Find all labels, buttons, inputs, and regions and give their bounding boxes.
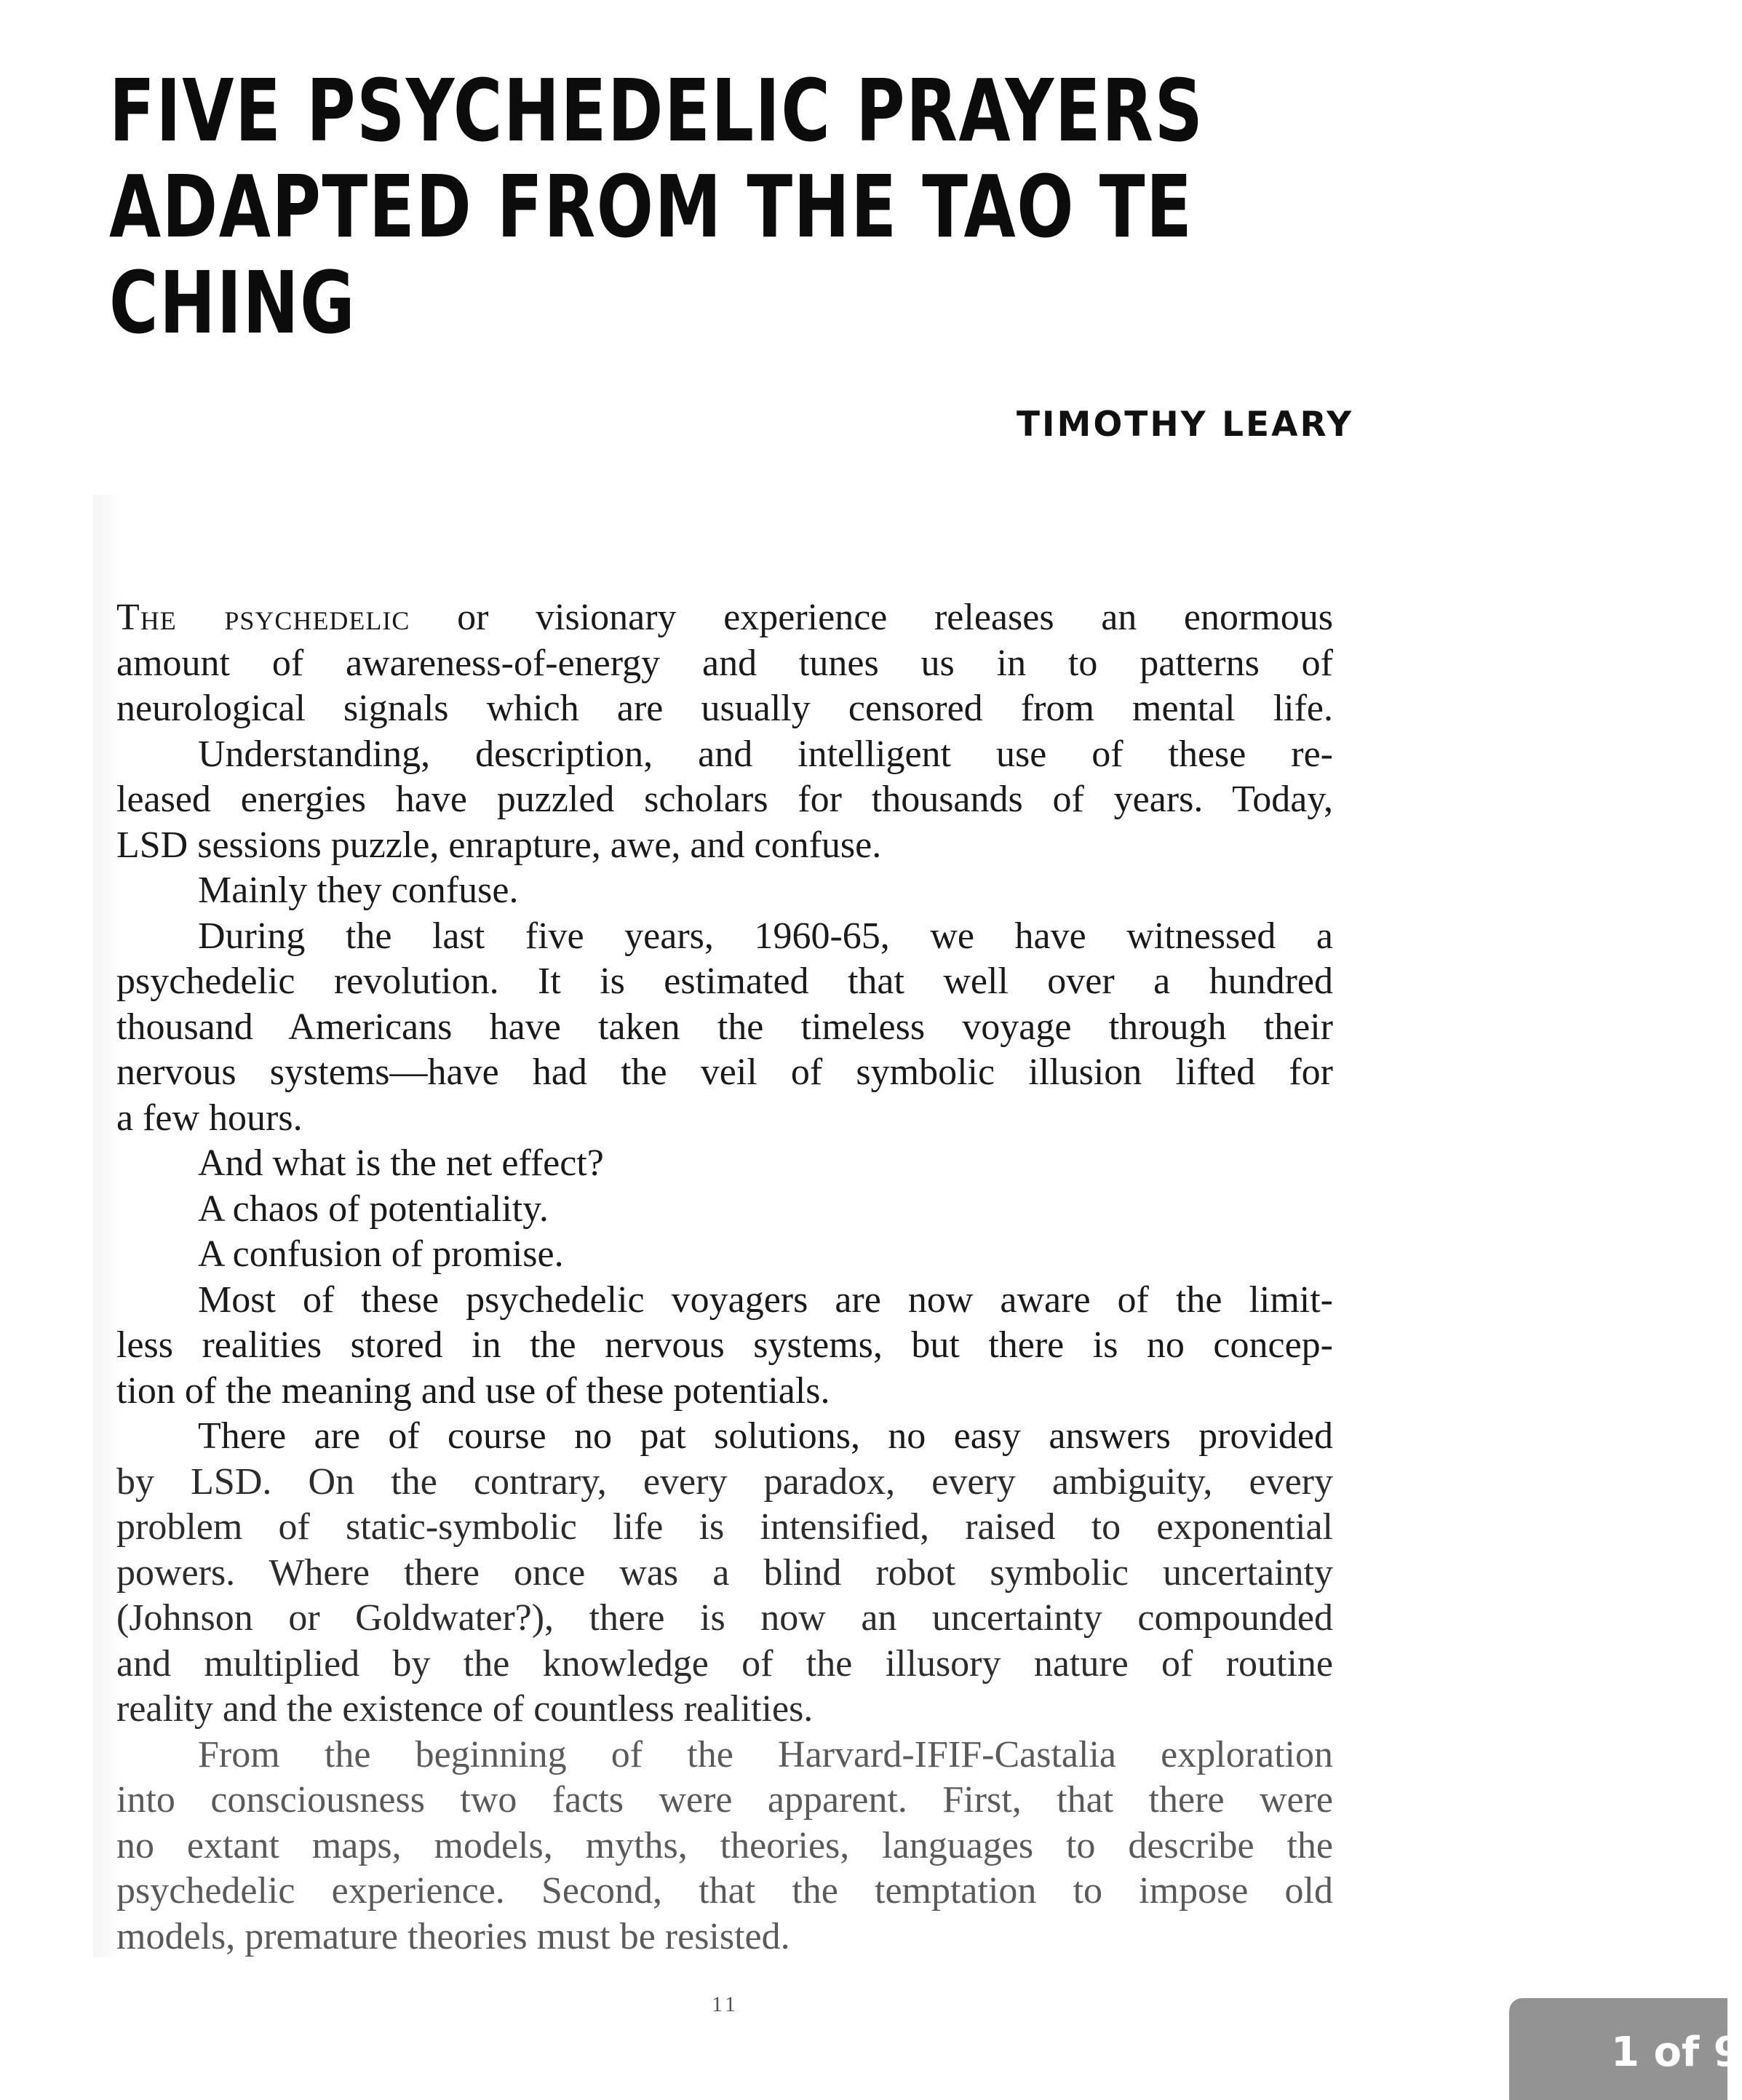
body-line: into consciousness two facts were apparent. First, that there were — [116, 1779, 1333, 1821]
body-line: There are of course no pat solutions, no easy answers provided — [198, 1415, 1333, 1457]
body-line: LSD sessions puzzle, enrapture, awe, and confuse. — [116, 824, 882, 866]
body-line: psychedelic experience. Second, that the temptation to impose old — [116, 1870, 1333, 1912]
body-line: models, premature theories must be resisted. — [116, 1915, 790, 1957]
body-line: a few hours. — [116, 1097, 303, 1139]
page-counter-text: 1 of 9 — [1611, 2029, 1742, 2076]
article-author: TIMOTHY LEARY — [1017, 405, 1354, 445]
body-line: tion of the meaning and use of these potentials. — [116, 1369, 830, 1412]
body-line: During the last five years, 1960-65, we have witnessed a — [198, 915, 1333, 957]
body-line-first — [116, 595, 1333, 641]
lead-in-small-caps: The psychedelic — [116, 597, 410, 638]
body-line: leased energies have puzzled scholars for thousands of years. Today, — [116, 779, 1333, 820]
page-counter-badge — [1509, 1998, 1742, 2100]
body-line: A confusion of promise. — [198, 1233, 564, 1275]
body-line: From the beginning of the Harvard-IFIF-Castalia exploration — [198, 1733, 1333, 1775]
body-line: amount of awareness-of-energy and tunes us in to patterns of — [116, 642, 1333, 684]
body-line: psychedelic revolution. It is estimated that well over a hundred — [116, 960, 1333, 1002]
body-line: reality and the existence of countless realities. — [116, 1688, 814, 1730]
title-line: ADAPTED FROM THE TAO TE — [109, 156, 1193, 257]
body-line: powers. Where there once was a blind robot symbolic uncertainty — [116, 1551, 1333, 1594]
body-line: And what is the net effect? — [198, 1142, 604, 1184]
body-line: neurological signals which are usually censored from mental life. — [116, 688, 1333, 729]
article-body — [116, 595, 1333, 1960]
title-line: CHING — [109, 252, 357, 353]
page-number: 11 — [712, 1992, 739, 2016]
body-line: Most of these psychedelic voyagers are now aware of the limit- — [198, 1278, 1333, 1321]
body-line: no extant maps, models, myths, theories, languages to describe the — [116, 1824, 1333, 1866]
body-line: less realities stored in the nervous systems, but there is no concep- — [116, 1324, 1333, 1366]
article-title — [109, 60, 1204, 353]
body-line: nervous systems—have had the veil of symbolic illusion lifted for — [116, 1051, 1333, 1093]
body-line: and multiplied by the knowledge of the illusory nature of routine — [116, 1642, 1333, 1685]
body-line: problem of static-symbolic life is intensified, raised to exponential — [116, 1506, 1333, 1548]
title-line: FIVE PSYCHEDELIC PRAYERS — [109, 60, 1204, 161]
body-line-text: or visionary experience releases an enormous — [410, 597, 1333, 638]
body-line: Understanding, description, and intelligent use of these re- — [198, 733, 1333, 775]
body-line: thousand Americans have taken the timeless voyage through their — [116, 1006, 1333, 1048]
body-line: Mainly they confuse. — [198, 870, 519, 911]
body-line: by LSD. On the contrary, every paradox, every ambiguity, every — [116, 1460, 1333, 1503]
body-line: (Johnson or Goldwater?), there is now an uncertainty compounded — [116, 1597, 1333, 1639]
body-line: A chaos of potentiality. — [198, 1188, 549, 1230]
